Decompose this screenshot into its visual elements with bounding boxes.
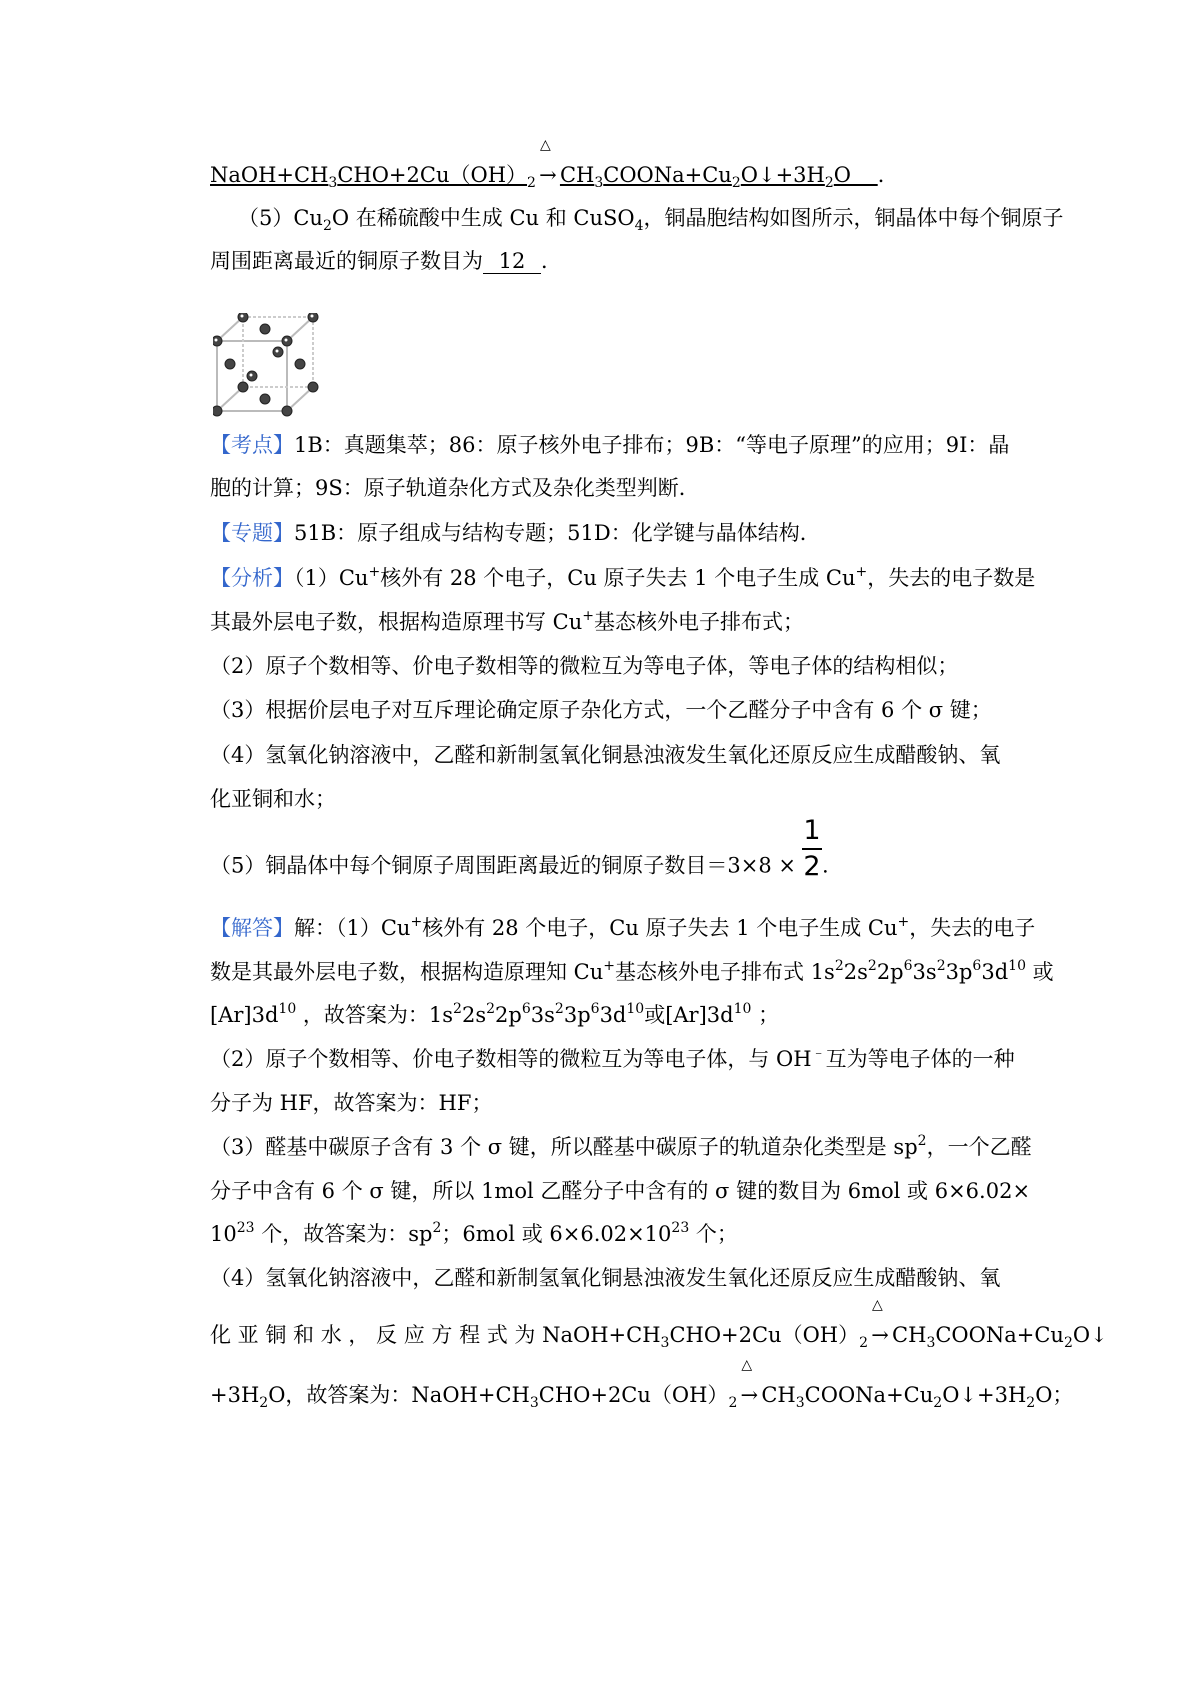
orbital-electron-count: 6: [903, 958, 913, 974]
zhuanti-tag: 【专题】: [210, 521, 294, 545]
jieda-para-2a: （2）原子个数相等、价电子数相等的微粒互为等电子体，与 OH﹣互为等电子体的一种: [210, 1045, 1015, 1071]
orbital-term: 3s: [912, 960, 937, 984]
jieda-para-3b: 分子中含有 6 个 σ 键，所以 1mol 乙醛分子中含有的 σ 键的数目为 6mol 或 6×6.02×: [210, 1179, 1031, 1203]
orbital-term: 2s: [461, 1003, 487, 1027]
orbital-term: 2s: [843, 960, 868, 984]
jieda-line-1: 【解答】解：（1）Cu+核外有 28 个电子，Cu 原子失去 1 个电子生成 Cu+，失去的电子: [210, 914, 1036, 940]
orbital-term: 3p: [563, 1003, 591, 1027]
jieda-para-2b: 分子为 HF，故答案为：HF；: [210, 1091, 493, 1115]
fenxi-para-4a: （4）氢氧化钠溶液中，乙醛和新制氢氧化铜悬浊液发生氧化还原反应生成醋酸钠、氧: [210, 743, 1001, 767]
jieda-para-3c: $10^{23}$ 个，故答案为：$sp^2$；6mol 或 $6\times 6.02\times 10^{23}$ 个；: [210, 1220, 738, 1246]
fenxi-para-4b: 化亚铜和水；: [210, 787, 336, 811]
fraction-one-half: $\frac{1}{2}$: [803, 815, 821, 882]
kaodian-tag: 【考点】: [210, 433, 294, 457]
orbital-term: 3s: [530, 1003, 555, 1027]
jieda-para-4b: 化 亚 铜 和 水 ， 反 应 方 程 式 为 $NaOH+CH_3CHO+2Cu(OH)_2$ △ → $CH_3COONa+Cu_2O↓$: [210, 1297, 1108, 1351]
orbital-term: 3p: [945, 960, 973, 984]
jieda-para-3a: （3）醛基中碳原子含有 3 个 σ 键，所以醛基中碳原子的轨道杂化类型是 $sp^2$，一个乙醛: [210, 1133, 1032, 1159]
fenxi-para-5: （5）铜晶体中每个铜原子周围距离最近的铜原子数目＝3×8 × $\frac{1}{2}$ .: [210, 815, 829, 882]
orbital-electron-count: 6: [521, 1001, 531, 1017]
orbital-term: 2p: [495, 1003, 522, 1027]
question-5-line-2: 周围距离最近的铜原子数目为 12 ．: [210, 249, 562, 273]
zhuanti-line: 【专题】51B：原子组成与结构专题；51D：化学键与晶体结构．: [210, 521, 821, 545]
orbital-term: 2p: [876, 960, 904, 984]
kaodian-line-2: 胞的计算；9S：原子轨道杂化方式及杂化类型判断．: [210, 476, 700, 500]
heat-arrow-icon: △ →: [740, 1357, 759, 1407]
jieda-line-2: 数是其最外层电子数，根据构造原理知 Cu+基态核外电子排布式 $1s^22s^22p^63s^23p^63d^{10}$ 或: [210, 958, 1054, 984]
copper-unit-cell-diagram: [213, 313, 333, 425]
jieda-line-3: $[Ar]3d^{10}$ ，故答案为：$1s^22s^22p^63s^23p^63d^{10}$或$[Ar]3d^{10}$ ；: [210, 1001, 780, 1027]
fenxi-tag: 【分析】: [210, 566, 294, 590]
orbital-electron-count: 2: [486, 1001, 496, 1017]
orbital-electron-count: 6: [972, 958, 982, 974]
orbital-electron-count: 10: [626, 1001, 645, 1017]
question-5-line-1: $(5)Cu_2O$ 在稀硫酸中生成 Cu 和 CuSO$_4$，铜晶胞结构如图所示，铜晶体中每个铜原子: [238, 206, 1064, 234]
fenxi-para-3: （3）根据价层电子对互斥理论确定原子杂化方式，一个乙醛分子中含有 6 个 σ 键；: [210, 698, 992, 722]
orbital-electron-count: 2: [554, 1001, 564, 1017]
equation-line: $NaOH+CH_3CHO+2Cu(OH)_2$ △ → $CH_3COONa+Cu_2O↓+3H_2O$ ．: [210, 137, 899, 191]
electron-config-answer: [462, 1003, 644, 1027]
heat-arrow-icon: △ →: [539, 137, 557, 187]
answer-blank: 12: [483, 249, 541, 274]
orbital-term: 3d: [599, 1003, 627, 1027]
fenxi-line-2: 其最外层电子数，根据构造原理书写 Cu+基态核外电子排布式；: [210, 608, 805, 634]
jieda-tag: 【解答】: [210, 916, 294, 940]
orbital-electron-count: 2: [867, 958, 877, 974]
orbital-term: 3d: [981, 960, 1009, 984]
jieda-para-4a: （4）氢氧化钠溶液中，乙醛和新制氢氧化铜悬浊液发生氧化还原反应生成醋酸钠、氧: [210, 1266, 1001, 1290]
electron-config: [844, 960, 1026, 984]
equation-answer: $NaOH+CH_3CHO+2Cu(OH)_2$ △ → $CH_3COONa+Cu_2O↓+3H_2O$: [210, 137, 851, 191]
orbital-electron-count: 6: [590, 1001, 600, 1017]
jieda-para-4c: $+3H_2O$，故答案为：$NaOH+CH_3CHO+2Cu(OH)_2$ △ → $CH_3COONa+Cu_2O↓+3H_2O$；: [210, 1357, 1074, 1411]
fenxi-line-1: 【分析】（1）Cu+核外有 28 个电子，Cu 原子失去 1 个电子生成 Cu+，失去的电子数是: [210, 564, 1036, 590]
fenxi-para-2: （2）原子个数相等、价电子数相等的微粒互为等电子体，等电子体的结构相似；: [210, 654, 959, 678]
kaodian-line-1: 【考点】1B：真题集萃；86：原子核外电子排布；9B：“等电子原理”的应用；9I：晶: [210, 433, 1010, 457]
orbital-electron-count: 10: [1008, 958, 1026, 974]
orbital-electron-count: 2: [936, 958, 946, 974]
heat-arrow-icon: △ →: [871, 1297, 889, 1347]
